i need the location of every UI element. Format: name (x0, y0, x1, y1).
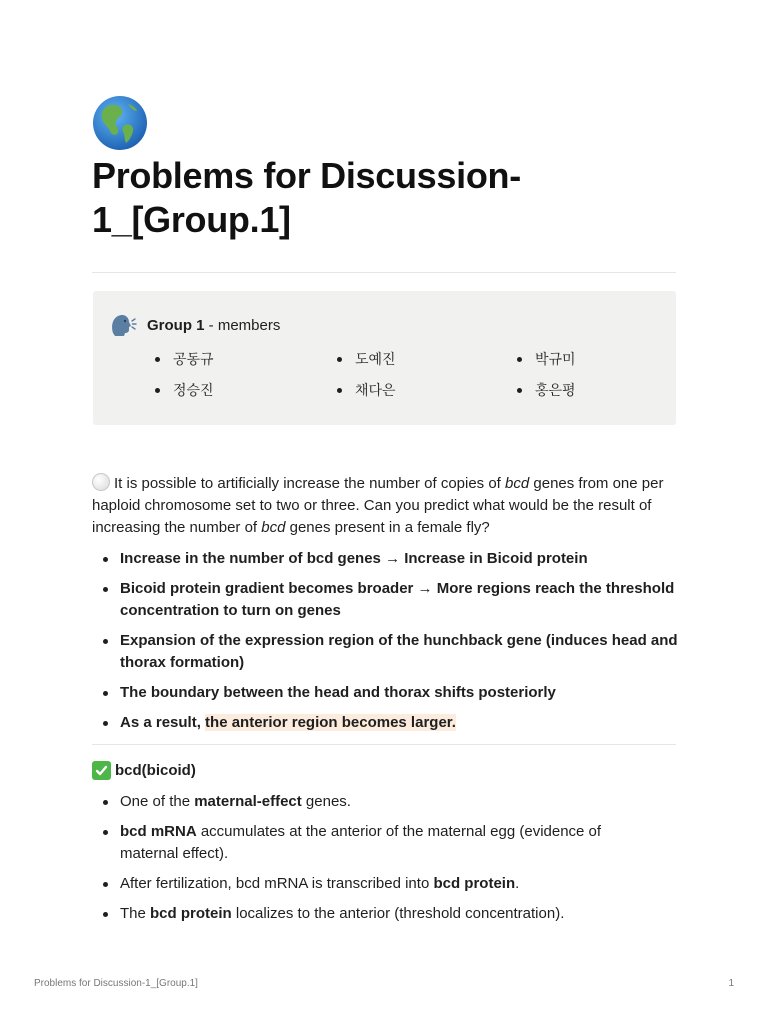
callout-heading (109, 313, 280, 337)
member-list (155, 349, 665, 400)
list-item (92, 791, 682, 813)
group-members-callout (93, 291, 676, 425)
list-item (92, 873, 682, 895)
list-item: 홍은평 (517, 380, 667, 400)
item-bold: bcd protein (433, 875, 516, 892)
question-text: genes from one per haploid chromosome set to two or three. Can you predict what would be the result of increasing the number of (92, 475, 664, 536)
list-item: 공동규 (155, 349, 337, 369)
gene-name: bcd (261, 519, 286, 536)
question-text: genes present in a female fly? (285, 519, 490, 536)
list-item: The boundary between the head and thorax shifts posteriorly (92, 682, 682, 704)
result-prefix: As a result, (120, 714, 206, 731)
list-item: 정승진 (155, 380, 337, 400)
list-item: 채다은 (337, 380, 517, 400)
question-text: It is possible to artificially increase the number of copies of (114, 475, 506, 492)
list-item: Bicoid protein gradient becomes broader → More regions reach the threshold concentration to turn on genes (92, 578, 682, 622)
item-bold: bcd protein (150, 905, 232, 922)
list-item: Expansion of the expression region of the hunchback gene (induces head and thorax formation) (92, 630, 682, 674)
list-item: Increase in the number of bcd genes → Increase in Bicoid protein (92, 548, 682, 570)
list-item: 박규미 (517, 349, 667, 369)
group-label-suffix: - members (204, 316, 281, 334)
section-title: bcd(bicoid) (115, 762, 196, 779)
section-heading (92, 761, 196, 780)
item-text: accumulates at the anterior of the maternal egg (evidence of maternal effect). (120, 823, 602, 862)
answer-list (92, 548, 682, 742)
white-circle-icon (92, 473, 110, 491)
item-text: genes. (301, 793, 351, 810)
item-text: . (515, 875, 520, 892)
item-bold: maternal-effect (194, 793, 302, 810)
list-item: 도예진 (337, 349, 517, 369)
page-number: 1 (728, 978, 734, 989)
footer-title: Problems for Discussion-1_[Group.1] (34, 978, 198, 989)
check-mark-button-icon (92, 761, 111, 780)
item-text: After fertilization, bcd mRNA is transcribed into (120, 875, 434, 892)
item-bold: bcd mRNA (120, 823, 197, 840)
list-item (92, 821, 682, 865)
title-divider (92, 272, 676, 273)
discussion-question (92, 473, 682, 539)
item-text: localizes to the anterior (threshold concentration). (231, 905, 565, 922)
item-text: The (120, 905, 151, 922)
speaking-head-icon (109, 313, 137, 337)
bcd-fact-list (92, 791, 682, 933)
page-title: Problems for Discussion-1_[Group.1] (92, 155, 521, 240)
section-divider (92, 744, 676, 745)
result-item (92, 712, 682, 734)
highlighted-text: the anterior region becomes larger. (205, 714, 456, 731)
group-label: Group 1 (147, 316, 205, 334)
list-item (92, 903, 682, 925)
item-text: One of the (120, 793, 195, 810)
globe-americas-icon (92, 95, 148, 151)
gene-name: bcd (505, 475, 530, 492)
